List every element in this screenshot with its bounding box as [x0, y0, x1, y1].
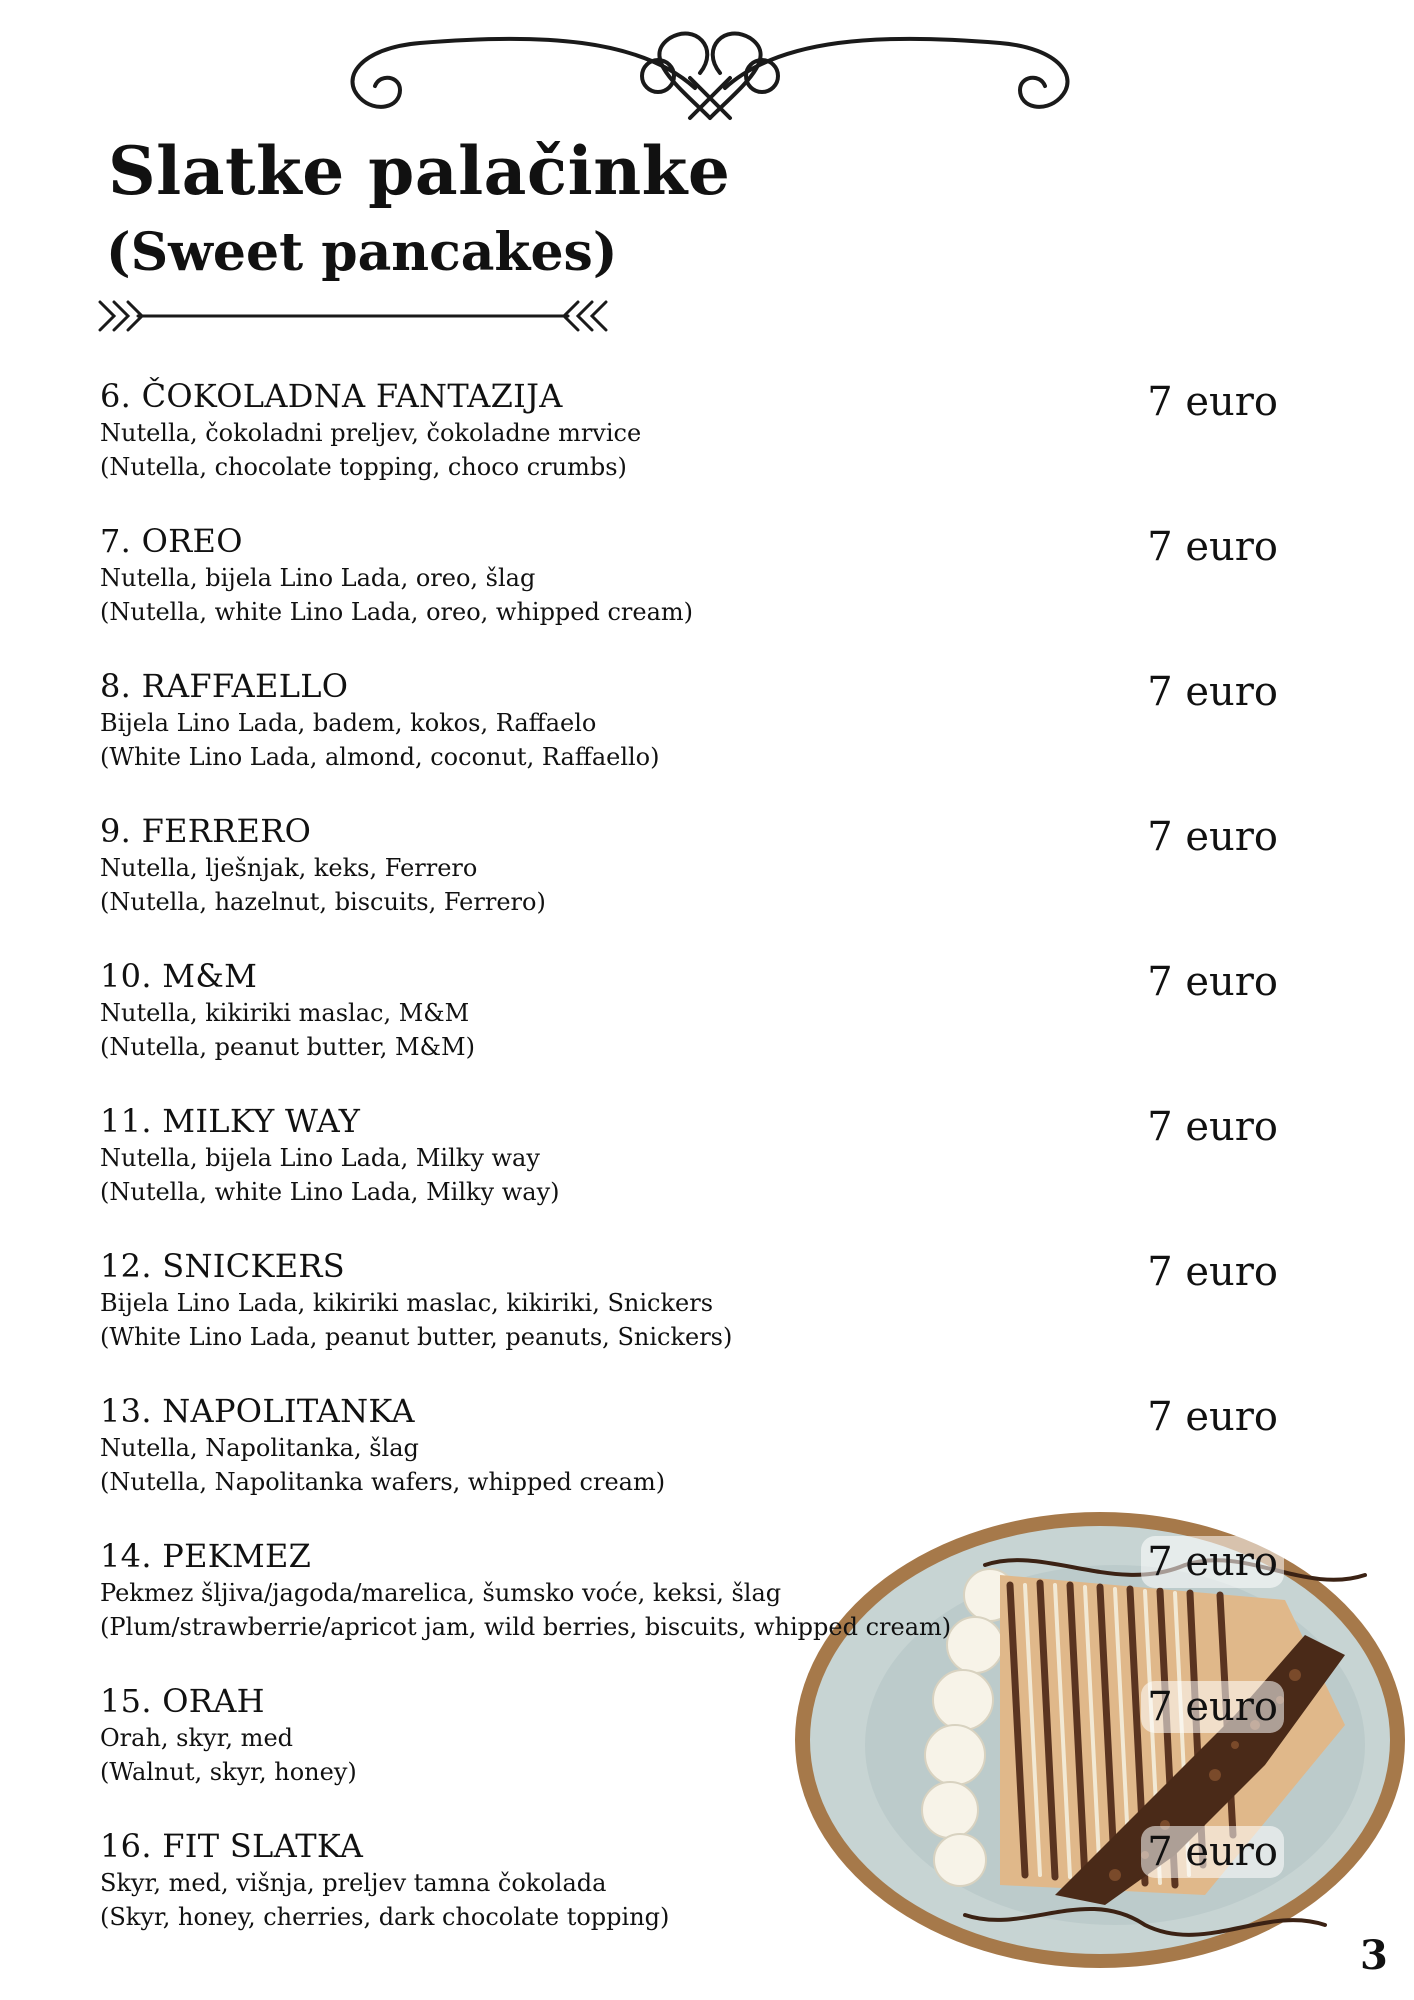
menu-item	[100, 1536, 1290, 1681]
item-description: Pekmez šljiva/jagoda/marelica, šumsko voće, keksi, šlag	[100, 1579, 782, 1607]
item-price: 7 euro	[1147, 379, 1278, 425]
item-name: 12. SNICKERS	[100, 1247, 345, 1285]
item-description-english: (Nutella, white Lino Lada, oreo, whipped cream)	[100, 598, 694, 626]
item-name: 7. OREO	[100, 522, 243, 560]
menu-item	[100, 811, 1290, 956]
menu-item	[100, 956, 1290, 1101]
item-name: 13. NAPOLITANKA	[100, 1392, 415, 1430]
item-price: 7 euro	[1147, 1104, 1278, 1150]
item-price: 7 euro	[1147, 1249, 1278, 1295]
menu-item	[100, 1391, 1290, 1536]
item-name: 10. M&M	[100, 957, 258, 995]
item-description: Nutella, lješnjak, keks, Ferrero	[100, 854, 478, 882]
item-name: 6. ČOKOLADNA FANTAZIJA	[100, 377, 563, 415]
item-name: 8. RAFFAELLO	[100, 667, 349, 705]
item-name: 15. ORAH	[100, 1682, 265, 1720]
item-description: Skyr, med, višnja, preljev tamna čokolada	[100, 1869, 607, 1897]
item-description-english: (Nutella, chocolate topping, choco crumbs)	[100, 453, 627, 481]
item-description: Nutella, bijela Lino Lada, Milky way	[100, 1144, 540, 1172]
page-number: 3	[1360, 1932, 1388, 1979]
item-price: 7 euro	[1147, 959, 1278, 1005]
menu-item	[100, 666, 1290, 811]
item-description-english: (Plum/strawberrie/apricot jam, wild berries, biscuits, whipped cream)	[100, 1613, 952, 1641]
item-description-english: (Walnut, skyr, honey)	[100, 1758, 357, 1786]
item-description: Nutella, čokoladni preljev, čokoladne mrvice	[100, 419, 642, 447]
item-description-english: (Skyr, honey, cherries, dark chocolate topping)	[100, 1903, 670, 1931]
item-description-english: (White Lino Lada, almond, coconut, Raffaello)	[100, 743, 660, 771]
item-description-english: (Nutella, peanut butter, M&M)	[100, 1033, 475, 1061]
item-description-english: (Nutella, white Lino Lada, Milky way)	[100, 1178, 560, 1206]
page-title: Slatke palačinke	[108, 132, 731, 210]
menu-item	[100, 1246, 1290, 1391]
item-price: 7 euro	[1141, 1536, 1284, 1588]
item-description-english: (White Lino Lada, peanut butter, peanuts, Snickers)	[100, 1323, 733, 1351]
arrow-divider-icon	[98, 296, 608, 336]
menu-item	[100, 1681, 1290, 1826]
item-description: Bijela Lino Lada, badem, kokos, Raffaelo	[100, 709, 597, 737]
menu-list	[100, 376, 1290, 1971]
page-subtitle: (Sweet pancakes)	[106, 222, 618, 283]
menu-item	[100, 521, 1290, 666]
item-price: 7 euro	[1141, 1826, 1284, 1878]
item-description: Bijela Lino Lada, kikiriki maslac, kikiriki, Snickers	[100, 1289, 714, 1317]
item-price: 7 euro	[1147, 1394, 1278, 1440]
item-price: 7 euro	[1147, 814, 1278, 860]
menu-item	[100, 1826, 1290, 1971]
menu-item	[100, 1101, 1290, 1246]
item-description-english: (Nutella, Napolitanka wafers, whipped cream)	[100, 1468, 666, 1496]
item-name: 14. PEKMEZ	[100, 1537, 312, 1575]
item-price: 7 euro	[1147, 524, 1278, 570]
item-name: 9. FERRERO	[100, 812, 312, 850]
item-name: 11. MILKY WAY	[100, 1102, 361, 1140]
flourish-ornament-icon	[340, 18, 1080, 128]
item-description: Nutella, bijela Lino Lada, oreo, šlag	[100, 564, 536, 592]
item-name: 16. FIT SLATKA	[100, 1827, 364, 1865]
item-description: Orah, skyr, med	[100, 1724, 294, 1752]
menu-item	[100, 376, 1290, 521]
item-description: Nutella, kikiriki maslac, M&M	[100, 999, 470, 1027]
item-price: 7 euro	[1141, 1681, 1284, 1733]
item-description: Nutella, Napolitanka, šlag	[100, 1434, 419, 1462]
item-description-english: (Nutella, hazelnut, biscuits, Ferrero)	[100, 888, 546, 916]
item-price: 7 euro	[1147, 669, 1278, 715]
